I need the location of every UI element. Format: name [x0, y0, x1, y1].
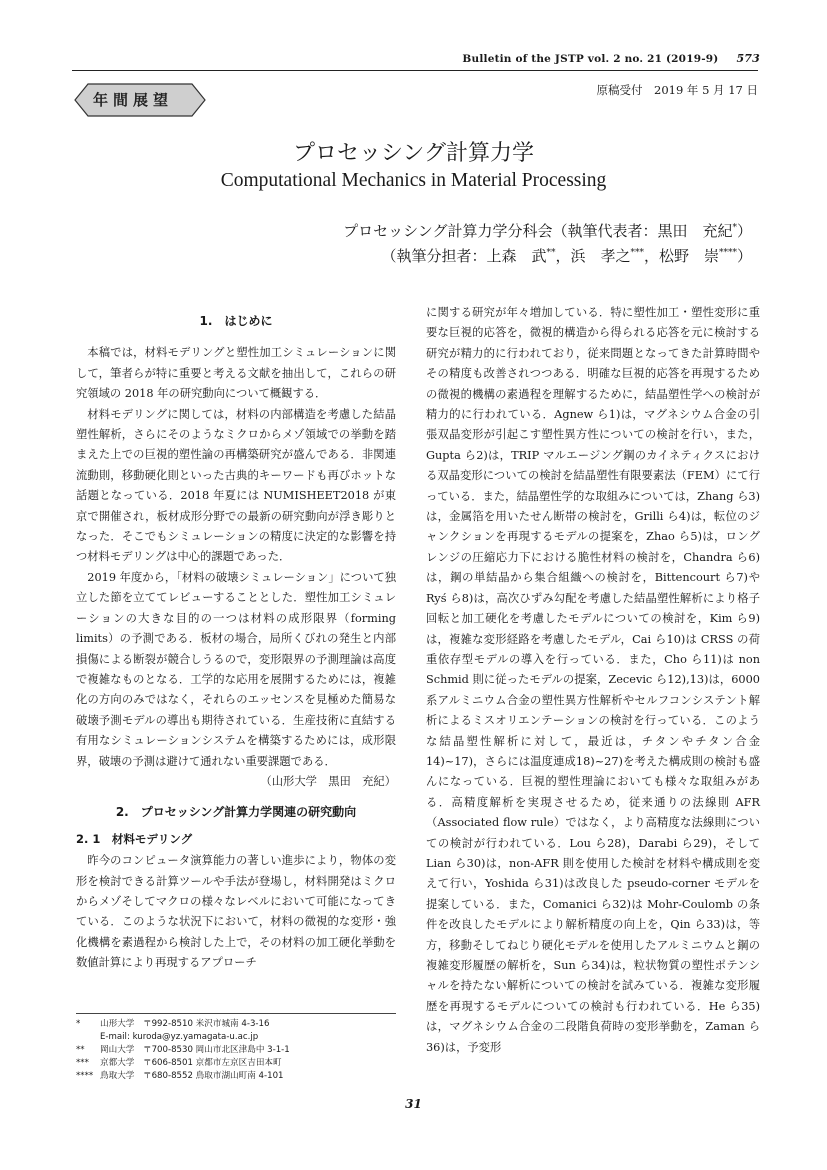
authors-representative: プロセッシング計算力学分科会（執筆代表者：黒田 充紀 — [343, 222, 733, 240]
affiliation-mark: * — [732, 223, 737, 233]
right-column — [426, 303, 760, 1058]
section-2-heading: 2. プロセッシング計算力学関連の研究動向 — [115, 805, 357, 820]
paragraph: 本稿では，材料モデリングと塑性加工シミュレーションに関して，筆者らが特に重要と考える文献を抽出して，これらの研究領域の 2018 年の研究動向について概観する． — [76, 346, 396, 401]
affiliation-mark: ** — [546, 248, 556, 258]
authors-paren: ） — [736, 247, 752, 265]
badge-label: 年間展望 — [92, 91, 173, 109]
footnotes — [76, 1018, 396, 1083]
section-signature: （山形大学 黒田 充紀） — [260, 774, 396, 788]
paragraph: 材料モデリングに関しては，材料の内部構造を考慮した結晶塑性解析，さらにそのようなミクロからメゾ領域での挙動を踏まえた上での巨視的塑性論の再構築研究が盛んである．非関連流動則，移動硬化則といった古典的キーワードも再びホットな話題となっている．2018 年夏には NUMISHEET2018 が東京で開催され，板材成形分野での最新の研究動向が浮き彫りとなった．そこでもシミュレーションの精度に決定的な影響を持つ材料モデリングは中心的課題であった． — [76, 407, 396, 564]
title-japanese: プロセッシング計算力学 — [292, 141, 534, 166]
paragraph: に関する研究が年々増加している．特に塑性加工・塑性変形に重要な巨視的応答を，微視的構造から得られる応答を元に検討する研究が精力的に行われており，従来問題となってきた計算時間やその精度も改善されつつある．明確な巨視的応答を再現するための微視的機構の素過程を理解するために，結晶塑性学への検討が精力的に行われている．Agnew ら1)は，マグネシウム合金の引張双晶変形が引起こす塑性異方性についての検討を行い，また，Gupta ら2)は，TRIP マルエージング鋼のカイネティクスにおける双晶変形についての検討を結晶塑性有限要素法（FEM）にて行っている．また，結晶塑性学的な取組みについては，Zhang ら3)は，金属箔を用いたせん断帯の検討を，Grilli ら4)は，転位のジャンクションを再現するモデルの提案を，Zhao ら5)は，ロングレンジの圧縮応力下における脆性材料の検討を，Chandra ら6)は，鋼の単結晶から集合組織への検討を，Bittencourt ら7)や Ryś ら8)は，高次ひずみ勾配を考慮した結晶塑性解析により格子回転と加工硬化を考慮したモデルについての検討を，Kim ら9)は，複雑な変形経路を考慮したモデル，Cai ら10)は CRSS の荷重依存型モデルの導入を行っている．また，Cho ら11)は non Schmid 則に従ったモデルの提案，Zecevic ら12),13)は，6000 系アルミニウム合金の塑性異方性解析やセルフコンシステント解析によるミスオリエンテーションの検討を行っている．このような結晶塑性解析に対して，最近は，チタンやチタン合金14)~17)，さらには温度連成18)~27)を考えた構成則の検討も盛んになっている．巨視的塑性理論においても様々な取組みがある．高精度解析を実現させるため，従来通りの法線則 AFR（Associated flow rule）ではなく，より高精度な法線則についての検討が行われている．Lou ら28)，Darabi ら29)，そして Lian ら30)は，non-AFR 則を使用した検討を材料や構成則を変えて行い，Yoshida ら31)は改良した pseudo-corner モデルを提案している．また，Comanici ら32)は Mohr-Coulomb の条件を改良したモデルにより解析精度の向上を，Qin ら33)は，等方，移動そしてねじり硬化モデルを使用したアルミニウムと鋼の複雑変形履歴の解析を，Sun ら34)は，粒状物質の塑性ポテンシャルを持たない解析についての検討を試みている．複雑な変形履歴を再現するモデルについての検討も行われている．He ら35)は，マグネシウム合金の二段階負荷時の変形挙動を，Zaman ら36)は，予変形 — [426, 306, 760, 1054]
title-english: Computational Mechanics in Material Processing — [220, 170, 607, 191]
author-hama: ，浜 孝之 — [555, 247, 631, 265]
paragraph: 2019 年度から，「材料の破壊シミュレーション」について独立した節を立ててレビューすることとした．塑性加工シミュレーションの大きな目的の一つは材料の成形限界（forming limits）の予測である．板材の場合，局所くびれの発生と内部損傷による断裂が競合しうるので，変形限界の予測理論は高度で複雑なものとなる．工学的な応用を展開するためには，複雑化の方向のみではなく，それらのエッセンスを見極めた簡易な破壊予測モデルの導出も期待されている．生産技術に直結する有用なシミュレーションシステムを構築するためには，成形限界，破壊の予測は避けて通れない重要課題である． — [76, 570, 396, 768]
affiliation-mark: **** — [718, 248, 737, 258]
received-date: 原稿受付 2019 年 5 月 17 日 — [596, 83, 758, 97]
subsection-2-1-heading: 2. 1 材料モデリング — [76, 831, 193, 846]
page-footer-number: 31 — [405, 1097, 422, 1111]
footnote-rule — [76, 1013, 396, 1014]
author-uemori: （執筆分担者：上森 武 — [381, 247, 547, 265]
journal-header — [440, 52, 760, 65]
footnote: E-mail: kuroda@yz.yamagata-u.ac.jp — [100, 1032, 259, 1042]
authors-line-2 — [381, 245, 752, 266]
authors-paren: ） — [736, 222, 752, 240]
footnote: **** 鳥取大学 〒680-8552 鳥取市湖山町南 4-101 — [76, 1071, 284, 1081]
footnote: ** 岡山大学 〒700-8530 岡山市北区津島中 3-1-1 — [76, 1045, 290, 1055]
header-rule — [72, 70, 758, 71]
paragraph: 昨今のコンピュータ演算能力の著しい進歩により，物体の変形を検討できる計算ツールや手法が登場し，材料開発はミクロからメゾそしてマクロの様々なレベルにおいて可能になってきている．このような状況下において，材料の微視的な変形・強化機構を素過程から検討した上で，その材料の加工硬化挙動を数値計算により再現するアプローチ — [76, 854, 396, 970]
category-badge — [74, 83, 206, 117]
authors-line-1 — [343, 220, 752, 241]
left-column — [76, 303, 396, 974]
affiliation-mark: *** — [630, 248, 644, 258]
journal-page-number: 573 — [736, 52, 760, 65]
journal-name: Bulletin of the JSTP vol. 2 no. 21 (2019-9) — [462, 53, 719, 65]
section-1-heading: 1. はじめに — [199, 314, 273, 328]
author-matsuno: ，松野 崇 — [643, 247, 719, 265]
footnote: * 山形大学 〒992-8510 米沢市城南 4-3-16 — [76, 1019, 270, 1029]
footnote: *** 京都大学 〒606-8501 京都市左京区吉田本町 — [76, 1058, 282, 1068]
